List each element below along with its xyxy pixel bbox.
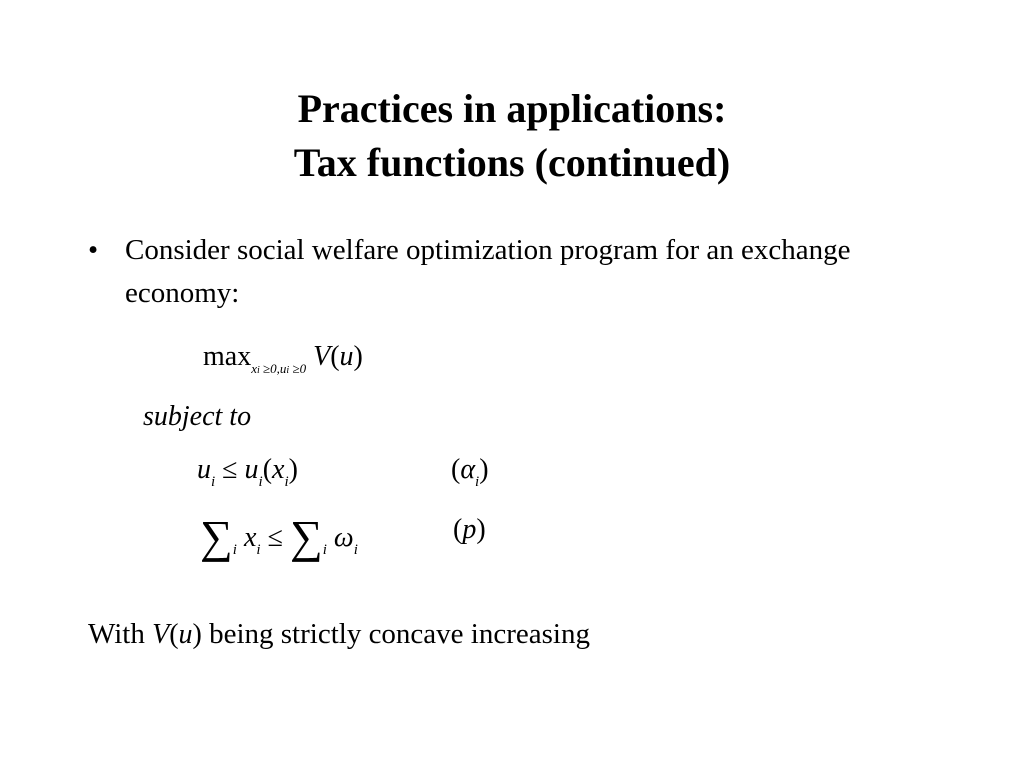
subject-to-label: subject to — [143, 401, 252, 432]
max-subscript: xi ≥0,ui ≥0 — [251, 361, 307, 376]
objective-function: V — [313, 341, 331, 372]
title-line-1: Practices in applications: — [297, 86, 727, 131]
leq-symbol-2: ≤ — [267, 522, 283, 553]
slide-title — [0, 82, 1024, 190]
objective-expression: $\max_{xi \ge 0,ui \ge 0} V(u)$ — [203, 341, 363, 376]
bullet-marker: • — [88, 234, 99, 266]
constraint-utility: $u_i \le u_i(x_i)$ — [197, 454, 298, 490]
sum-symbol-2: ∑ — [289, 511, 323, 562]
multiplier-p: (p) — [453, 514, 486, 545]
max-operator: max — [203, 341, 252, 372]
sum-symbol-1: ∑ — [200, 511, 233, 562]
footer-statement — [88, 618, 590, 651]
bullet-text: Consider social welfare optimization program for an exchange economy: — [125, 234, 851, 309]
leq-symbol-1: ≤ — [222, 454, 238, 485]
footer-prefix: With — [88, 618, 145, 650]
title-line-2: Tax functions (continued) — [293, 140, 731, 185]
footer-math: V(u) — [152, 619, 202, 650]
multiplier-alpha: $(\alpha_i)$ — [451, 454, 489, 490]
constraint-resource: $\sum_i$ $x_i \le \sum_i$ $\omega_i$ — [200, 511, 358, 562]
footer-suffix: being strictly concave increasing — [209, 618, 590, 650]
